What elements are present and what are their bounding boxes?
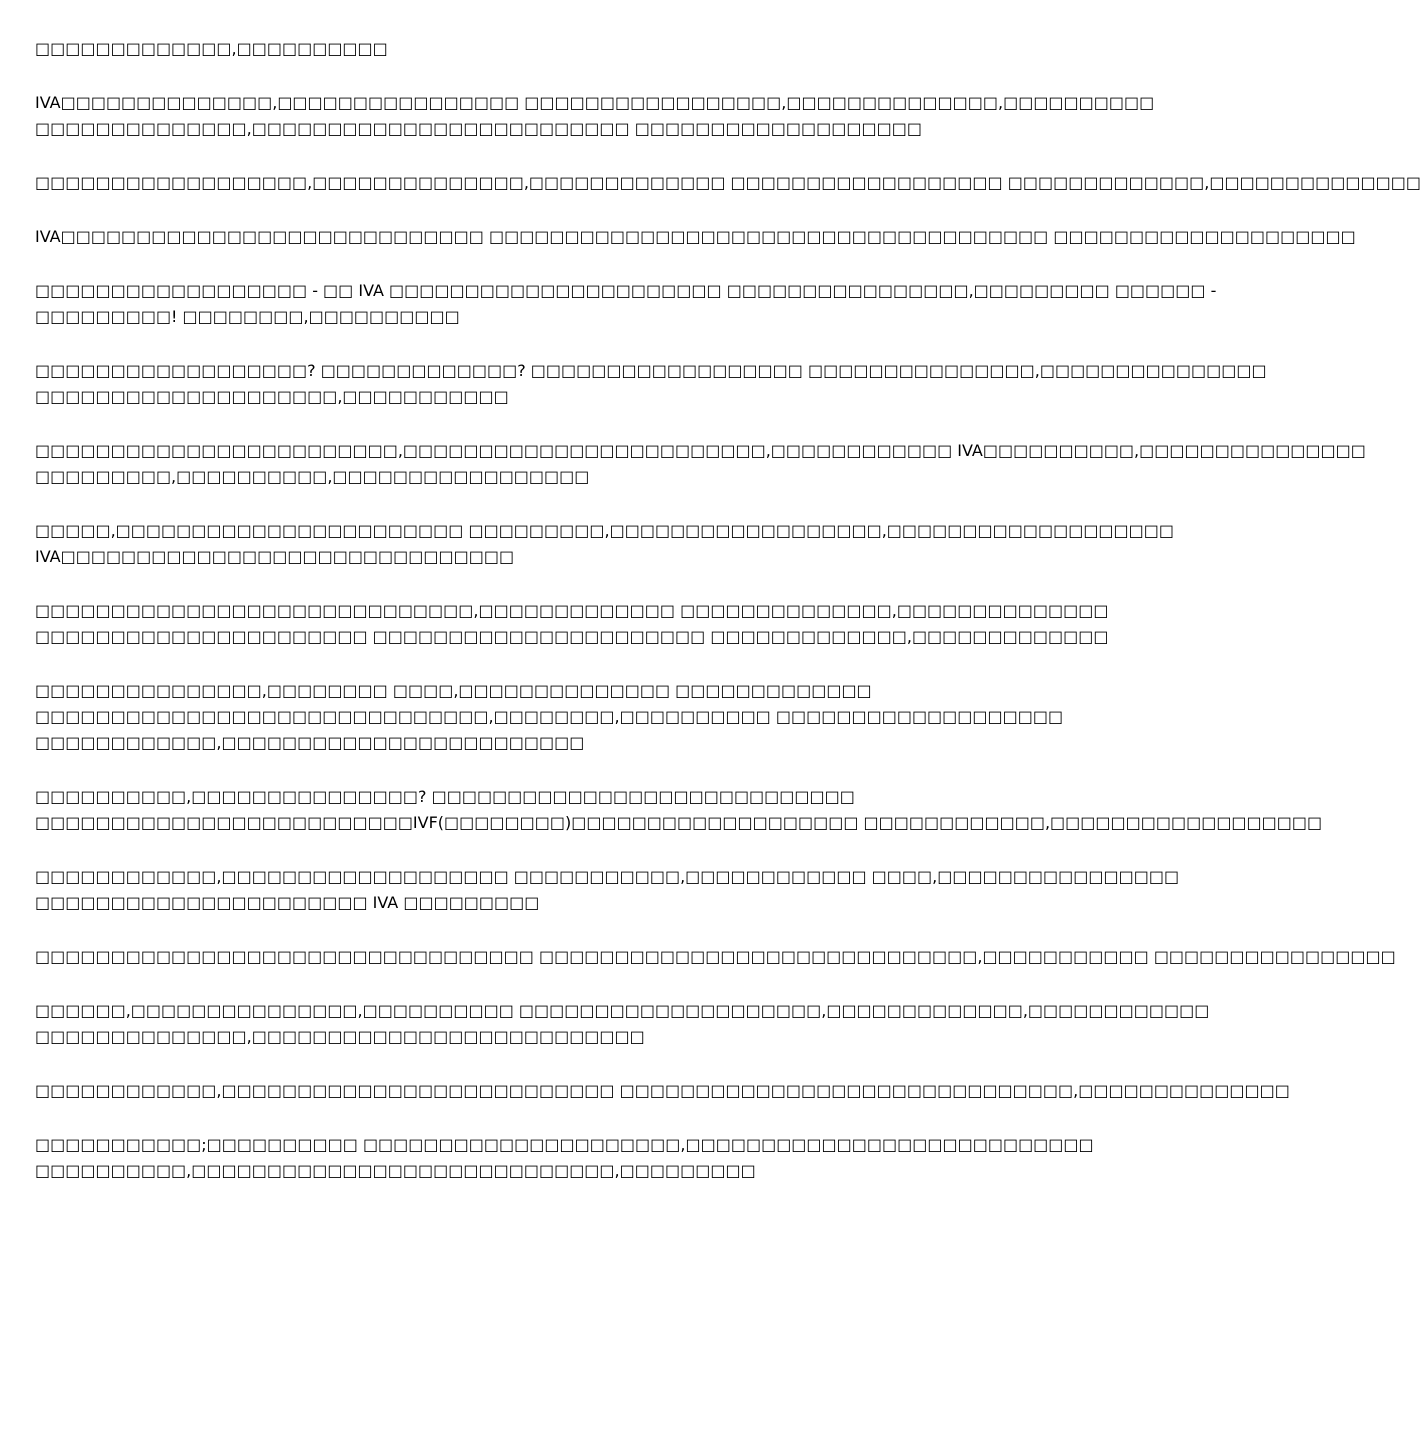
paragraph [35, 358, 1267, 410]
text-line: □□□□□□□□□□□□□□□□□□□□□□□□□□□□□,□□□□□□□□□□□□□ □□□□□□□□□□□□□□,□□□□□□□□□□□□□□ [35, 601, 1109, 620]
paragraph [35, 278, 1217, 330]
paragraph [35, 36, 995, 62]
text-line: □□□□□□□□□□□□□□□□□□? □□□□□□□□□□□□□? □□□□□□□□□□□□□□□□□□ □□□□□□□□□□□□□□□,□□□□□□□□□□□□□□□ [35, 361, 1267, 380]
text-line: □□□□□□□□□□,□□□□□□□□□□□□□□□□□□□□□□□□□□□□,□□□□□□□□□ [35, 1161, 756, 1180]
paragraph [35, 998, 1210, 1050]
text-line: □□□□□□□□□! □□□□□□□□,□□□□□□□□□□ [35, 307, 460, 326]
text-line: IVA□□□□□□□□□□□□□□,□□□□□□□□□□□□□□□□ □□□□□□□□□□□□□□□□□,□□□□□□□□□□□□□□,□□□□□□□□□□ [35, 93, 1155, 112]
paragraph [35, 90, 1155, 142]
text-line: □□□□□□□□□□,□□□□□□□□□□□□□□□? □□□□□□□□□□□□□□□□□□□□□□□□□□□□ [35, 787, 855, 806]
paragraph [35, 1078, 1290, 1104]
paragraph [35, 784, 1323, 836]
text-line: □□□□□□□□□,□□□□□□□□□□,□□□□□□□□□□□□□□□□□ [35, 467, 590, 486]
paragraph [35, 518, 1175, 570]
text-line: IVA□□□□□□□□□□□□□□□□□□□□□□□□□□□□□□ [35, 547, 515, 566]
text-line: □□□□□□□□□□□□□□□□□□□□□□□□□IVF(□□□□□□□□)□□□□□□□□□□□□□□□□□□□ □□□□□□□□□□□□,□□□□□□□□□□□□□□□□□□ [35, 813, 1323, 832]
text-line: □□□□□□□□□□□□,□□□□□□□□□□□□□□□□□□□□□□□□ [35, 733, 585, 752]
text-line: □□□□□□□□□□□□□□□□□□□□□□□□□□□□□□,□□□□□□□□,□□□□□□□□□□ □□□□□□□□□□□□□□□□□□□ [35, 707, 1064, 726]
text-line: □□□□□□□□□□□□,□□□□□□□□□□□□□□□□□□□□□□□□□□ □□□□□□□□□□□□□□□□□□□□□□□□□□□□□□,□□□□□□□□□□□□□□ [35, 1081, 1290, 1100]
text-line: □□□□□□□□□□□□□□□□□□ - □□ IVA □□□□□□□□□□□□□□□□□□□□□□ □□□□□□□□□□□□□□□□,□□□□□□□□□ □□□□□□ - [35, 281, 1217, 300]
paragraph [35, 438, 1366, 490]
text-line: IVA□□□□□□□□□□□□□□□□□□□□□□□□□□□□ □□□□□□□□□□□□□□□□□□□□□□□□□□□□□□□□□□□□□ □□□□□□□□□□□□□□□□□□□□ [35, 227, 1356, 246]
document-body [35, 36, 1421, 1212]
text-line: □□□□□□□□□□□□□□□□□□□□,□□□□□□□□□□□ [35, 387, 509, 406]
paragraph [35, 944, 1396, 970]
paragraph [35, 864, 1180, 916]
text-line: □□□□□□□□□□□□□,□□□□□□□□□□ [35, 39, 388, 58]
text-line: □□□□□,□□□□□□□□□□□□□□□□□□□□□□□ □□□□□□□□□,□□□□□□□□□□□□□□□□□□,□□□□□□□□□□□□□□□□□□□ [35, 521, 1175, 540]
text-line: □□□□□□□□□□□□□□,□□□□□□□□□□□□□□□□□□□□□□□□□□ [35, 1027, 645, 1046]
text-line: □□□□□□□□□□□□□□□,□□□□□□□□ □□□□,□□□□□□□□□□□□□□ □□□□□□□□□□□□□ [35, 681, 872, 700]
text-line: □□□□□□□□□□□□□□□□□□□□□□ □□□□□□□□□□□□□□□□□□□□□□ □□□□□□□□□□□□□,□□□□□□□□□□□□□ [35, 627, 1109, 646]
paragraph [35, 598, 1109, 650]
paragraph [35, 678, 1064, 756]
text-line: □□□□□□□□□□□□□□□□□□□□□□□□,□□□□□□□□□□□□□□□□□□□□□□□□,□□□□□□□□□□□□ IVA□□□□□□□□□□,□□□□□□□□□□□□□□□ [35, 441, 1366, 460]
paragraph [35, 170, 1421, 196]
text-line: □□□□□□□□□□□□,□□□□□□□□□□□□□□□□□□□ □□□□□□□□□□□,□□□□□□□□□□□□ □□□□,□□□□□□□□□□□□□□□□ [35, 867, 1180, 886]
text-line: □□□□□□□□□□□;□□□□□□□□□□ □□□□□□□□□□□□□□□□□□□□□,□□□□□□□□□□□□□□□□□□□□□□□□□□□ [35, 1135, 1094, 1154]
text-line: □□□□□□□□□□□□□□□□□□□□□□□□□□□□□□□□□ □□□□□□□□□□□□□□□□□□□□□□□□□□□□□,□□□□□□□□□□□ □□□□□□□□□□□□□□□□ [35, 947, 1396, 966]
text-line: □□□□□□□□□□□□□□□□□□□□□□ IVA □□□□□□□□□ [35, 893, 540, 912]
paragraph [35, 224, 1356, 250]
text-line: □□□□□□□□□□□□□□,□□□□□□□□□□□□□□□□□□□□□□□□□ □□□□□□□□□□□□□□□□□□□ [35, 119, 922, 138]
paragraph [35, 1132, 1094, 1184]
text-line: □□□□□□□□□□□□□□□□□□,□□□□□□□□□□□□□□,□□□□□□□□□□□□□ □□□□□□□□□□□□□□□□□□ □□□□□□□□□□□□□,□□□□□□□□□□□□□□ [35, 173, 1421, 192]
text-line: □□□□□□,□□□□□□□□□□□□□□□,□□□□□□□□□□ □□□□□□□□□□□□□□□□□□□□,□□□□□□□□□□□□□,□□□□□□□□□□□□ [35, 1001, 1210, 1020]
